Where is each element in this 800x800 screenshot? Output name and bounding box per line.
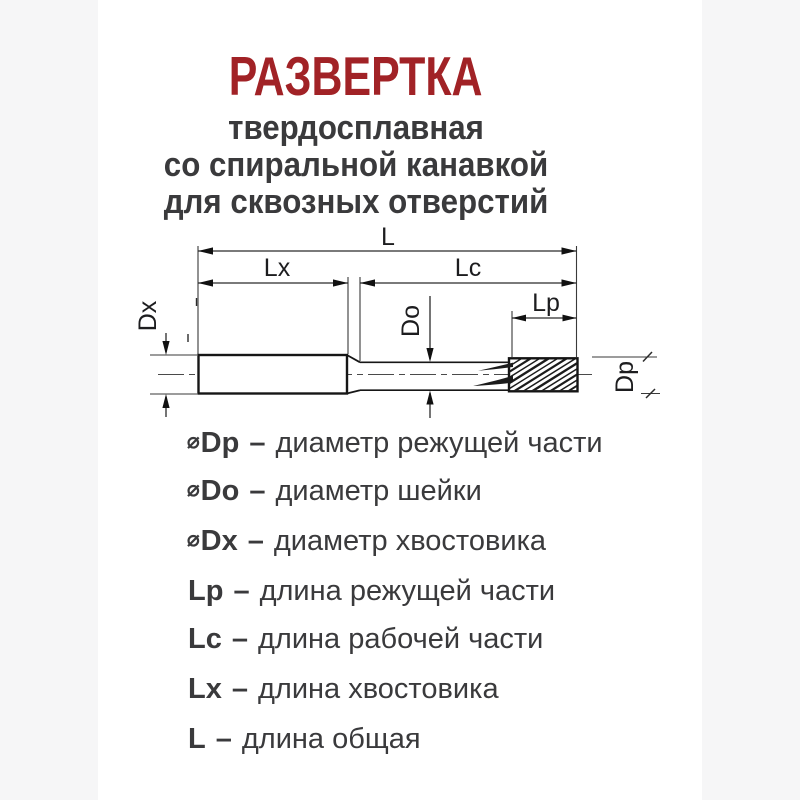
legend-label: Lc (188, 623, 222, 655)
legend-dash: – (231, 673, 248, 705)
legend-label: Dp (200, 427, 240, 459)
legend-description: длина хвостовика (257, 673, 499, 705)
legend-description: длина общая (241, 723, 421, 755)
legend-dash: – (215, 723, 232, 755)
legend-dash: – (249, 427, 266, 459)
diameter-icon: ⌀ (187, 528, 200, 551)
label-Lx: Lx (263, 254, 291, 282)
label-Do: Do (397, 305, 425, 337)
legend-label: Dx (200, 525, 238, 557)
page-title: РАЗВЕРТКА (229, 45, 483, 107)
legend-description: диаметр хвостовика (273, 525, 547, 557)
legend-description: диаметр режущей части (275, 427, 603, 459)
legend-label: Lx (188, 673, 222, 705)
legend-dash: – (247, 525, 264, 557)
legend-dash: – (233, 575, 250, 607)
label-Dp: Dp (611, 361, 639, 393)
legend-label: L (188, 723, 206, 755)
legend-dash: – (249, 475, 266, 507)
legend-item-Lx (187, 675, 499, 706)
subtitle-line-3: для сквозных отверстий (163, 183, 549, 221)
diameter-icon: ⌀ (187, 430, 200, 453)
subtitle-line-1: твердосплавная (228, 109, 484, 147)
label-Lp: Lp (532, 289, 560, 317)
legend-dash: – (231, 623, 248, 655)
legend-item-L (187, 725, 421, 756)
legend-description: длина рабочей части (257, 623, 544, 655)
legend-label: Lp (188, 575, 224, 607)
legend-item-Lc (187, 625, 543, 656)
label-Lc: Lc (454, 254, 482, 282)
subtitle-line-2: со спиральной канавкой (163, 146, 549, 184)
legend-item-Do (187, 477, 482, 508)
diameter-icon: ⌀ (187, 478, 200, 501)
label-L: L (381, 223, 395, 251)
legend-item-Lp (187, 577, 555, 608)
legend-description: длина режущей части (259, 575, 556, 607)
legend-description: диаметр шейки (275, 475, 482, 507)
legend-label: Do (200, 475, 240, 507)
legend-item-Dp (187, 429, 603, 460)
legend-item-Dx (187, 527, 546, 558)
label-Dx: Dx (134, 300, 162, 332)
